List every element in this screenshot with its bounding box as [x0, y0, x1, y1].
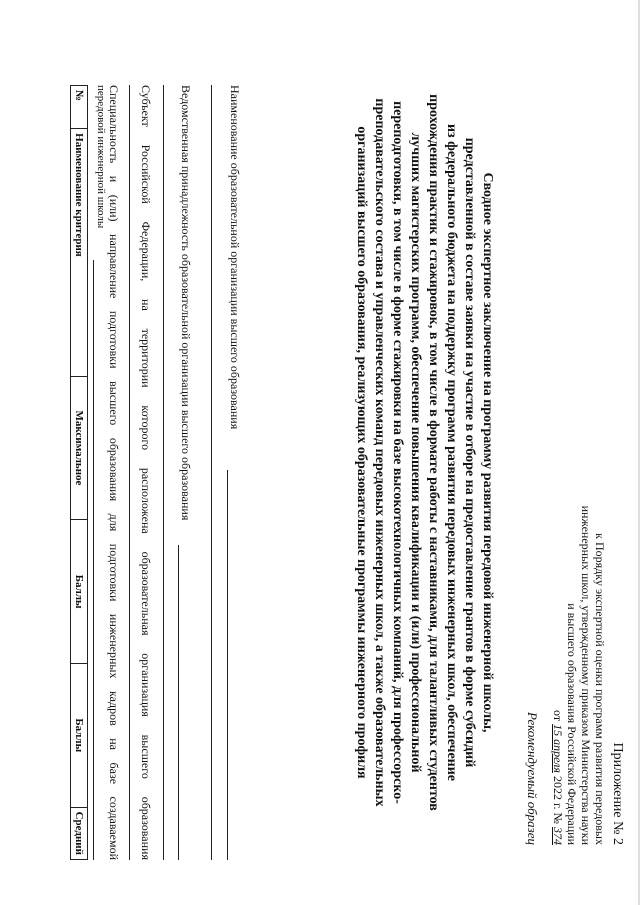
table-header-row	[71, 86, 88, 860]
recommended-sample: Рекомендуемый образец	[525, 711, 540, 845]
org-name-label: Наименование образовательной организации высшего образования	[228, 85, 242, 430]
subject-label: Субъект Российской Федерации, на территории которого расположена образовательная организация высшего образования	[139, 85, 153, 860]
header-date-line	[551, 710, 564, 845]
specialty-line	[93, 260, 94, 860]
title-line-3: из федерального бюджета на поддержку программ развития передовых инженерных школ, обеспечение	[444, 123, 459, 782]
title-line-6: переподготовки, в том числе в форме стажировки на базе высокотехнологичных компаний, для профессорско-	[390, 101, 405, 804]
order-number: 374	[551, 827, 565, 845]
header-line-1: к Порядку экспертной оценки программ развития передовых	[593, 533, 607, 845]
specialty-label-1: Специальность и (или) направление подготовки высшего образования для подготовки инженерных кадров на базе создаваемой	[107, 85, 121, 860]
appendix-title: Приложение № 2	[610, 742, 625, 845]
col-score-1: Баллы	[71, 520, 88, 664]
header-line-2: инженерных школ, утвержденному приказом Министерства науки	[579, 505, 593, 845]
date-prefix: от	[551, 710, 565, 722]
header-line-3: и высшего образования Российской Федерации	[565, 603, 579, 845]
specialty-label-2: передовой инженерной школы	[95, 85, 107, 229]
date-day: 15 апреля	[551, 724, 565, 773]
col-score-2: Баллы	[71, 663, 88, 807]
org-name-line	[227, 470, 228, 860]
subject-line	[129, 85, 130, 860]
date-year: 2022 г. №	[551, 775, 565, 824]
col-criterion: Наименование критерия	[71, 129, 88, 376]
criteria-table	[70, 85, 88, 860]
affiliation-label: Ведомственная принадлежность образовательной организации высшего образования	[179, 85, 193, 521]
col-max: Максимальное	[71, 376, 88, 520]
title-line-7: преподавательского состава и управленческих команд передовых инженерных школ, а также образовательных	[372, 98, 387, 807]
affiliation-line-2	[163, 85, 164, 860]
title-line-8: организаций высшего образования, реализующих образовательные программы инженерного профиля	[354, 126, 369, 779]
title-line-2: представленной в составе заявки на участие в отборе на предоставление грантов в форме субсидий	[462, 137, 477, 768]
col-number: №	[71, 86, 88, 129]
title-line-5: лучших магистерских программ, обеспечение повышения квалификации и (или) профессиональной	[408, 132, 423, 773]
title-line-4: прохождения практик и стажировок, в том числе в формате работы с наставниками, для талантливых студентов	[426, 94, 441, 811]
org-name-line-2	[211, 85, 212, 860]
col-average: Средний	[71, 807, 88, 859]
title-line-1: Сводное экспертное заключение на программу развития передовой инженерной школы,	[480, 172, 495, 733]
affiliation-line	[178, 545, 179, 860]
